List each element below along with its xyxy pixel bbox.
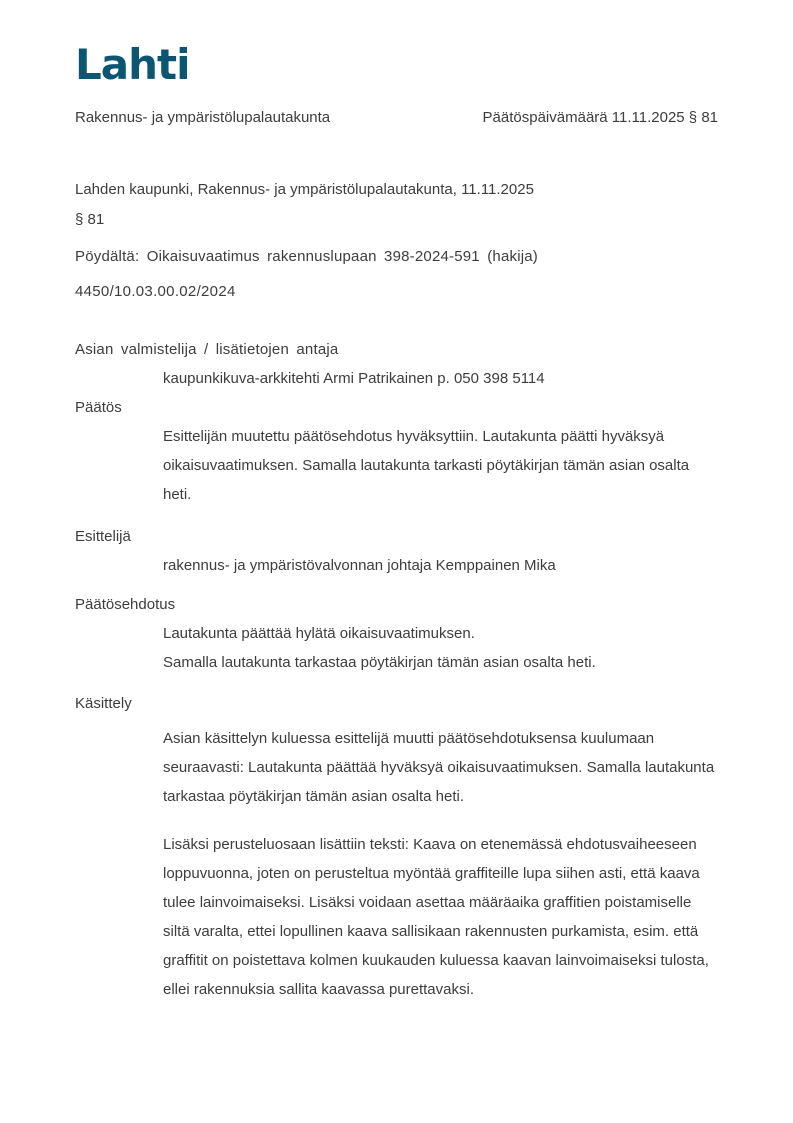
section-body <box>75 619 718 677</box>
section-kasittely <box>75 689 718 1004</box>
section-heading: Päätös <box>75 399 122 416</box>
subject-line: Pöydältä: Oikaisuvaatimus rakennuslupaan 398-2024-591 (hakija) <box>75 248 538 265</box>
section-paatos <box>75 393 718 509</box>
section-heading: Käsittely <box>75 695 132 712</box>
section-heading: Päätösehdotus <box>75 596 176 613</box>
section-number: § 81 <box>75 211 105 228</box>
page-header <box>75 107 718 129</box>
section-body <box>75 422 718 509</box>
committee-name: Rakennus- ja ympäristölupalautakunta <box>75 109 331 126</box>
logo-text: Lahti <box>75 40 190 89</box>
section-paragraph: Samalla lautakunta tarkastaa pöytäkirjan tämän asian osalta heti. <box>163 654 596 671</box>
section-asian-valmistelija <box>75 335 718 393</box>
section-paragraph: kaupunkikuva-arkkitehti Armi Patrikainen p. 050 398 5114 <box>163 370 545 387</box>
section-heading: Esittelijä <box>75 528 131 545</box>
section-paragraph: rakennus- ja ympäristövalvonnan johtaja Kemppainen Mika <box>163 557 556 574</box>
organization-line: Lahden kaupunki, Rakennus- ja ympäristölupalautakunta, 11.11.2025 <box>75 181 534 198</box>
decision-date: Päätöspäivämäärä 11.11.2025 § 81 <box>482 109 718 126</box>
section-body <box>75 551 718 580</box>
section-body <box>75 718 718 1004</box>
section-paragraph: Asian käsittelyn kuluessa esittelijä muutti päätösehdotuksensa kuulumaan seuraavasti: Lautakunta päättää hyväksyä oikaisuvaatimuksen. Samalla lautakunta tarkastaa pöytäkirjan tämän asian osalta heti. <box>163 730 715 805</box>
section-paragraph: Lisäksi perusteluosaan lisättiin teksti: Kaava on etenemässä ehdotusvaiheeseen loppuvuonna, joten on perusteltua myöntää graffiteille lupa siihen asti, että kaava tulee lainvoimaiseksi. Lisäksi voidaan asettaa määräaika graffitien poistamiselle siltä varalta, ettei lopullinen kaava sallisikaan rakennusten purkamista, esim. että graffitit on poistettava kolmen kuukauden kuluessa kaavan lainvoimaiseksi tulosta, ellei rakennuksia sallita kaavassa purettavaksi. <box>163 836 709 998</box>
section-paatosehdotus <box>75 590 718 677</box>
section-paragraph: Esittelijän muutettu päätösehdotus hyväksyttiin. Lautakunta päätti hyväksyä oikaisuvaatimuksen. Samalla lautakunta tarkasti pöytäkirjan tämän asian osalta heti. <box>163 428 690 503</box>
section-heading: Asian valmistelija / lisätietojen antaja <box>75 341 339 358</box>
diary-number: 4450/10.03.00.02/2024 <box>75 283 236 300</box>
section-esittelija <box>75 522 718 580</box>
section-paragraph: Lautakunta päättää hylätä oikaisuvaatimuksen. <box>163 625 475 642</box>
lahti-city-logo <box>75 40 718 90</box>
section-body <box>75 364 718 393</box>
document-intro <box>75 175 718 307</box>
